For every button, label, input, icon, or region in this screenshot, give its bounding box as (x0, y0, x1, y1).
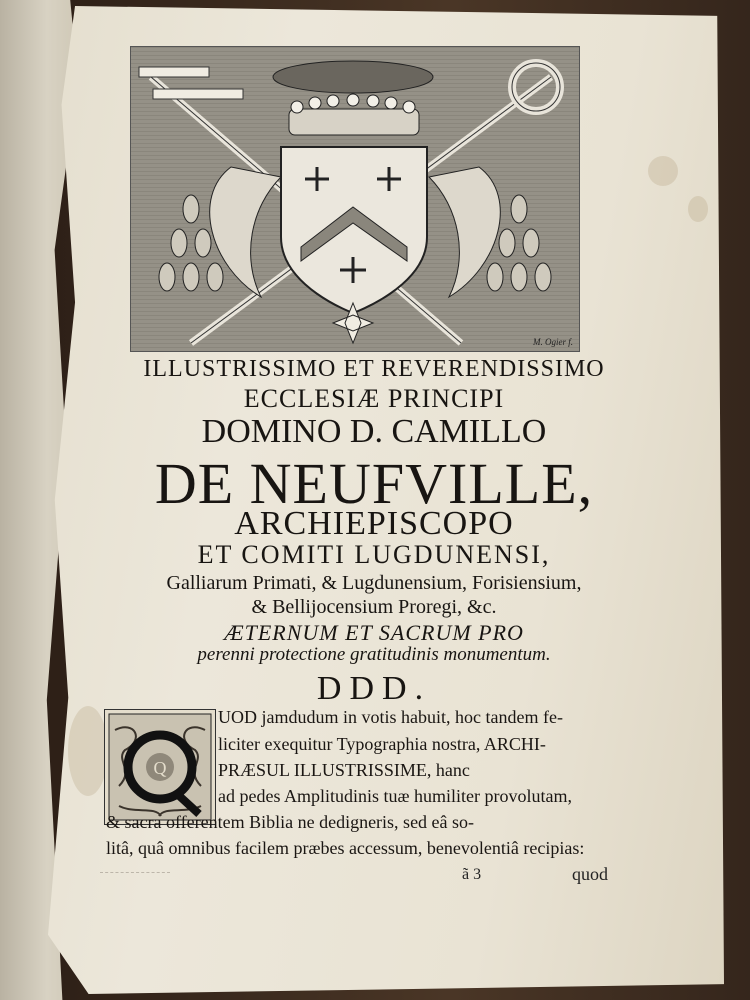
dropcap-letter: Q (153, 758, 167, 778)
dedication-line-5: ARCHIEPISCOPO (234, 505, 514, 542)
body-line-5: & sacra offerentem Biblia ne dedigneris, sed eâ so- (106, 812, 475, 832)
dedication-line-6: ET COMITI LUGDUNENSI, (197, 540, 551, 569)
paper-stain (68, 706, 108, 796)
dropcap-q-initial (104, 709, 216, 825)
body-line-6: litâ, quâ omnibus facilem præbes accessum, benevolentiâ recipias: (106, 838, 585, 858)
paper-stain (688, 196, 708, 222)
catchword: quod (572, 864, 608, 884)
coat-of-arms-icon (131, 47, 579, 351)
dedication-name: DE NEUFVILLE, (154, 451, 594, 516)
body-line-4: ad pedes Amplitudinis tuæ humiliter provolutam, (218, 786, 572, 806)
dedication-ddd: DDD. (316, 670, 432, 707)
dedication-line-7: Galliarum Primati, & Lugdunensium, Forisiensium, (166, 572, 582, 594)
dedication-line-3: DOMINO D. CAMILLO (201, 413, 547, 450)
paper-stain (648, 156, 678, 186)
coat-of-arms-engraving (130, 46, 580, 352)
signature-mark: ã 3 (462, 866, 482, 883)
body-line-2: liciter exequitur Typographia nostra, ARCHI- (218, 734, 546, 754)
body-line-1: UOD jamdudum in votis habuit, hoc tandem fe- (218, 707, 563, 727)
dedication-line-8: & Bellijocensium Proregi, &c. (251, 596, 497, 618)
dedication-line-10: perenni protectione gratitudinis monumentum. (197, 644, 551, 665)
bleed-through-text (100, 872, 170, 883)
body-line-3: PRÆSUL ILLUSTRISSIME, hanc (218, 760, 470, 780)
engraver-signature: M. Ogier f. (533, 337, 573, 347)
dedication-line-2: ECCLESIÆ PRINCIPI (243, 384, 505, 413)
dedication-line-9: ÆTERNUM ET SACRUM PRO (224, 620, 524, 645)
dedication-line-1: ILLUSTRISSIMO ET REVERENDISSIMO (143, 356, 605, 382)
